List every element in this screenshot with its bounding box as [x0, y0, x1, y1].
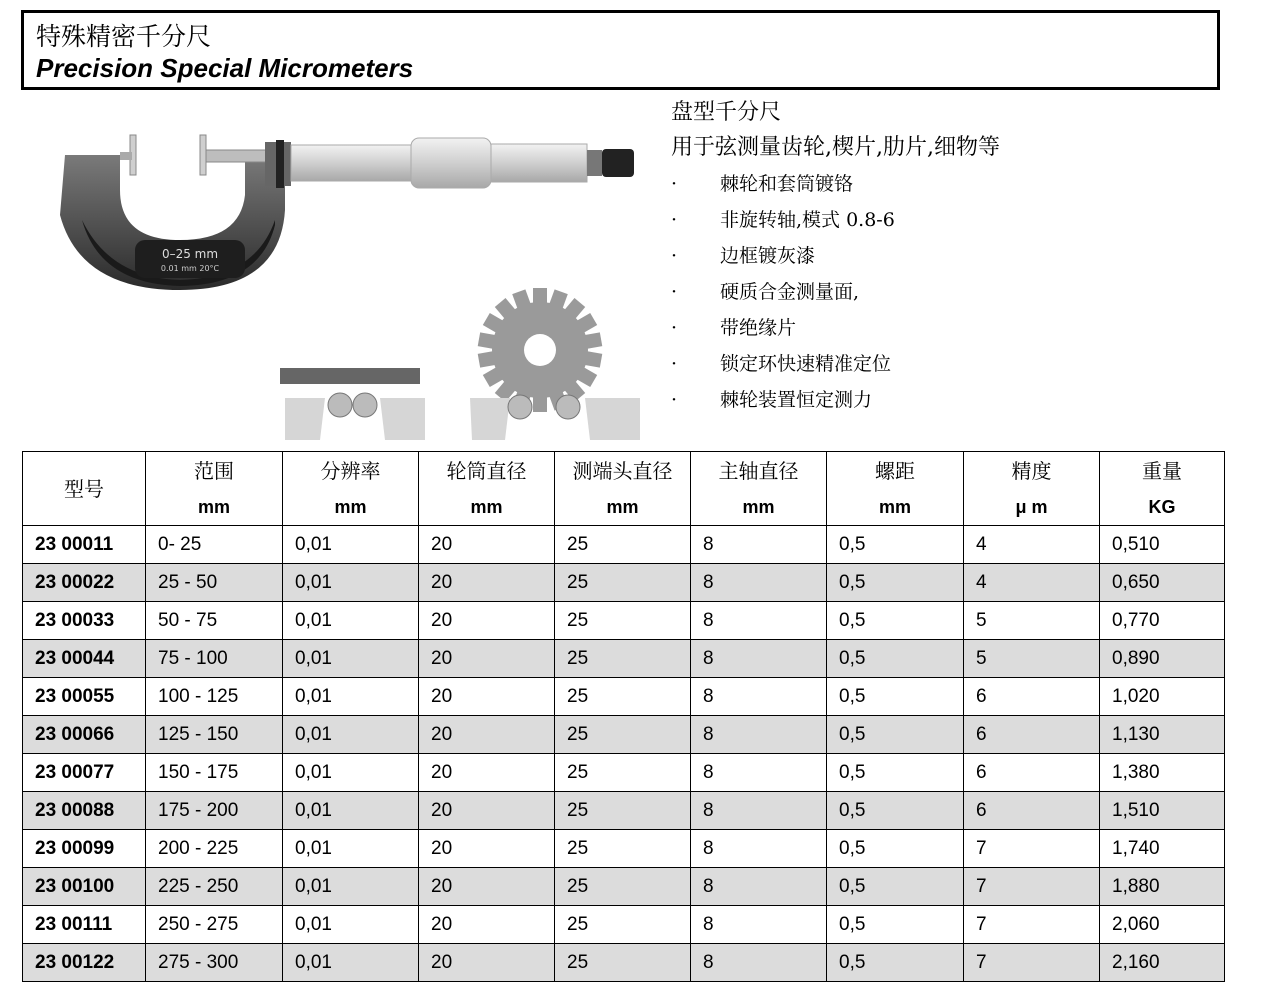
column-header: 主轴直径 mm: [691, 452, 827, 526]
scale-range-text: 0–25 mm: [161, 247, 219, 261]
feature-list: [671, 166, 1231, 418]
model-code-cell: 23 00044: [23, 640, 146, 678]
product-name: 盘型千分尺: [671, 100, 782, 125]
table-cell: 0,5: [827, 830, 964, 868]
bullet-icon: ·: [671, 173, 678, 195]
table-cell: 7: [964, 868, 1100, 906]
table-cell: 6: [964, 678, 1100, 716]
table-cell: 75 - 100: [146, 640, 283, 678]
table-cell: 25: [555, 640, 691, 678]
table-cell: 20: [419, 868, 555, 906]
model-code-cell: 23 00088: [23, 792, 146, 830]
table-cell: 25: [555, 602, 691, 640]
table-cell: 25: [555, 678, 691, 716]
table-cell: 25: [555, 830, 691, 868]
table-cell: 25: [555, 564, 691, 602]
feature-item: · 锁定环快速精准定位: [671, 346, 1231, 382]
bullet-icon: ·: [671, 209, 678, 231]
title-box: [21, 10, 1220, 90]
table-cell: 0,890: [1100, 640, 1225, 678]
product-description: 用于弦测量齿轮,楔片,肋片,细物等: [671, 135, 1000, 160]
table-cell: 8: [691, 906, 827, 944]
feature-item: · 边框镀灰漆: [671, 238, 1231, 274]
table-cell: 250 - 275: [146, 906, 283, 944]
model-code-cell: 23 00022: [23, 564, 146, 602]
table-cell: 0,01: [283, 868, 419, 906]
model-code-cell: 23 00011: [23, 526, 146, 564]
table-cell: 0,5: [827, 792, 964, 830]
table-row: [23, 792, 1225, 830]
model-code-cell: 23 00122: [23, 944, 146, 982]
table-cell: 25: [555, 716, 691, 754]
table-cell: 0,5: [827, 944, 964, 982]
table-cell: 0,01: [283, 678, 419, 716]
bullet-icon: ·: [671, 245, 678, 267]
table-cell: 1,130: [1100, 716, 1225, 754]
table-cell: 8: [691, 754, 827, 792]
table-cell: 0- 25: [146, 526, 283, 564]
column-header: 螺距 mm: [827, 452, 964, 526]
column-header: 轮筒直径 mm: [419, 452, 555, 526]
table-cell: 100 - 125: [146, 678, 283, 716]
column-header: 范围 mm: [146, 452, 283, 526]
table-cell: 20: [419, 716, 555, 754]
table-cell: 0,5: [827, 640, 964, 678]
table-cell: 8: [691, 868, 827, 906]
table-cell: 0,01: [283, 526, 419, 564]
model-code-cell: 23 00033: [23, 602, 146, 640]
gear-icon: [478, 288, 603, 412]
column-header: 重量 KG: [1100, 452, 1225, 526]
column-header: 测端头直径 mm: [555, 452, 691, 526]
table-cell: 7: [964, 906, 1100, 944]
table-header-row: [23, 452, 1225, 526]
table-cell: 0,510: [1100, 526, 1225, 564]
table-cell: 8: [691, 678, 827, 716]
table-cell: 0,5: [827, 526, 964, 564]
table-cell: 1,380: [1100, 754, 1225, 792]
page-title-en: Precision Special Micrometers: [36, 53, 414, 83]
table-cell: 8: [691, 830, 827, 868]
table-cell: 275 - 300: [146, 944, 283, 982]
table-cell: 7: [964, 830, 1100, 868]
micrometer-image: [40, 100, 660, 445]
feature-item: · 带绝缘片: [671, 310, 1231, 346]
table-cell: 8: [691, 944, 827, 982]
table-cell: 0,01: [283, 792, 419, 830]
table-body: [23, 526, 1225, 982]
table-cell: 0,01: [283, 944, 419, 982]
product-illustration: [40, 100, 660, 445]
scale-res-text: 0.01 mm 20°C: [160, 264, 220, 273]
table-cell: 0,5: [827, 906, 964, 944]
column-header: 分辨率 mm: [283, 452, 419, 526]
table-row: [23, 526, 1225, 564]
table-cell: 20: [419, 564, 555, 602]
table-cell: 20: [419, 678, 555, 716]
table-cell: 8: [691, 640, 827, 678]
table-cell: 25: [555, 868, 691, 906]
table-cell: 20: [419, 944, 555, 982]
bullet-icon: ·: [671, 389, 678, 411]
table-cell: 200 - 225: [146, 830, 283, 868]
table-row: [23, 602, 1225, 640]
table-cell: 4: [964, 564, 1100, 602]
table-cell: 7: [964, 944, 1100, 982]
table-cell: 0,01: [283, 602, 419, 640]
table-row: [23, 944, 1225, 982]
table-cell: 20: [419, 640, 555, 678]
table-cell: 20: [419, 526, 555, 564]
table-cell: 0,650: [1100, 564, 1225, 602]
table-cell: 5: [964, 602, 1100, 640]
spec-table: [22, 451, 1225, 982]
table-cell: 0,5: [827, 564, 964, 602]
table-cell: 20: [419, 754, 555, 792]
feature-item: · 非旋转轴,模式 0.8-6: [671, 202, 1231, 238]
table-cell: 0,01: [283, 906, 419, 944]
table-cell: 25: [555, 906, 691, 944]
table-cell: 8: [691, 564, 827, 602]
bullet-icon: ·: [671, 281, 678, 303]
table-cell: 0,01: [283, 564, 419, 602]
bullet-icon: ·: [671, 317, 678, 339]
model-code-cell: 23 00099: [23, 830, 146, 868]
table-cell: 0,5: [827, 868, 964, 906]
table-cell: 0,01: [283, 830, 419, 868]
spec-table-wrap: [22, 451, 1224, 982]
table-row: [23, 906, 1225, 944]
table-cell: 20: [419, 602, 555, 640]
model-code-cell: 23 00077: [23, 754, 146, 792]
table-cell: 25: [555, 792, 691, 830]
table-cell: 150 - 175: [146, 754, 283, 792]
table-cell: 0,5: [827, 678, 964, 716]
table-row: [23, 564, 1225, 602]
table-cell: 25: [555, 754, 691, 792]
table-cell: 0,5: [827, 716, 964, 754]
table-cell: 4: [964, 526, 1100, 564]
table-cell: 2,160: [1100, 944, 1225, 982]
table-cell: 25 - 50: [146, 564, 283, 602]
table-row: [23, 678, 1225, 716]
table-cell: 175 - 200: [146, 792, 283, 830]
feature-item: · 棘轮装置恒定测力: [671, 382, 1231, 418]
model-code-cell: 23 00111: [23, 906, 146, 944]
table-cell: 25: [555, 526, 691, 564]
table-cell: 0,5: [827, 754, 964, 792]
bullet-icon: ·: [671, 353, 678, 375]
model-code-cell: 23 00055: [23, 678, 146, 716]
column-header: 型号: [23, 452, 146, 526]
table-cell: 225 - 250: [146, 868, 283, 906]
table-row: [23, 754, 1225, 792]
table-cell: 5: [964, 640, 1100, 678]
table-row: [23, 640, 1225, 678]
table-cell: 8: [691, 602, 827, 640]
table-cell: 0,01: [283, 716, 419, 754]
table-cell: 6: [964, 754, 1100, 792]
table-cell: 25: [555, 944, 691, 982]
table-cell: 0,01: [283, 754, 419, 792]
table-cell: 125 - 150: [146, 716, 283, 754]
table-cell: 20: [419, 792, 555, 830]
table-cell: 1,510: [1100, 792, 1225, 830]
table-row: [23, 868, 1225, 906]
table-cell: 0,01: [283, 640, 419, 678]
model-code-cell: 23 00100: [23, 868, 146, 906]
feature-item: · 棘轮和套筒镀铬: [671, 166, 1231, 202]
table-cell: 8: [691, 792, 827, 830]
table-cell: 1,020: [1100, 678, 1225, 716]
table-cell: 0,5: [827, 602, 964, 640]
table-row: [23, 716, 1225, 754]
table-cell: 1,880: [1100, 868, 1225, 906]
table-cell: 8: [691, 526, 827, 564]
table-cell: 6: [964, 792, 1100, 830]
table-cell: 8: [691, 716, 827, 754]
feature-item: · 硬质合金测量面,: [671, 274, 1231, 310]
table-cell: 2,060: [1100, 906, 1225, 944]
table-cell: 1,740: [1100, 830, 1225, 868]
page-title-cn: 特殊精密千分尺: [36, 22, 212, 51]
table-cell: 6: [964, 716, 1100, 754]
table-cell: 0,770: [1100, 602, 1225, 640]
table-row: [23, 830, 1225, 868]
table-cell: 20: [419, 830, 555, 868]
column-header: 精度 μ m: [964, 452, 1100, 526]
table-cell: 20: [419, 906, 555, 944]
product-info: [671, 96, 1231, 418]
table-cell: 50 - 75: [146, 602, 283, 640]
model-code-cell: 23 00066: [23, 716, 146, 754]
